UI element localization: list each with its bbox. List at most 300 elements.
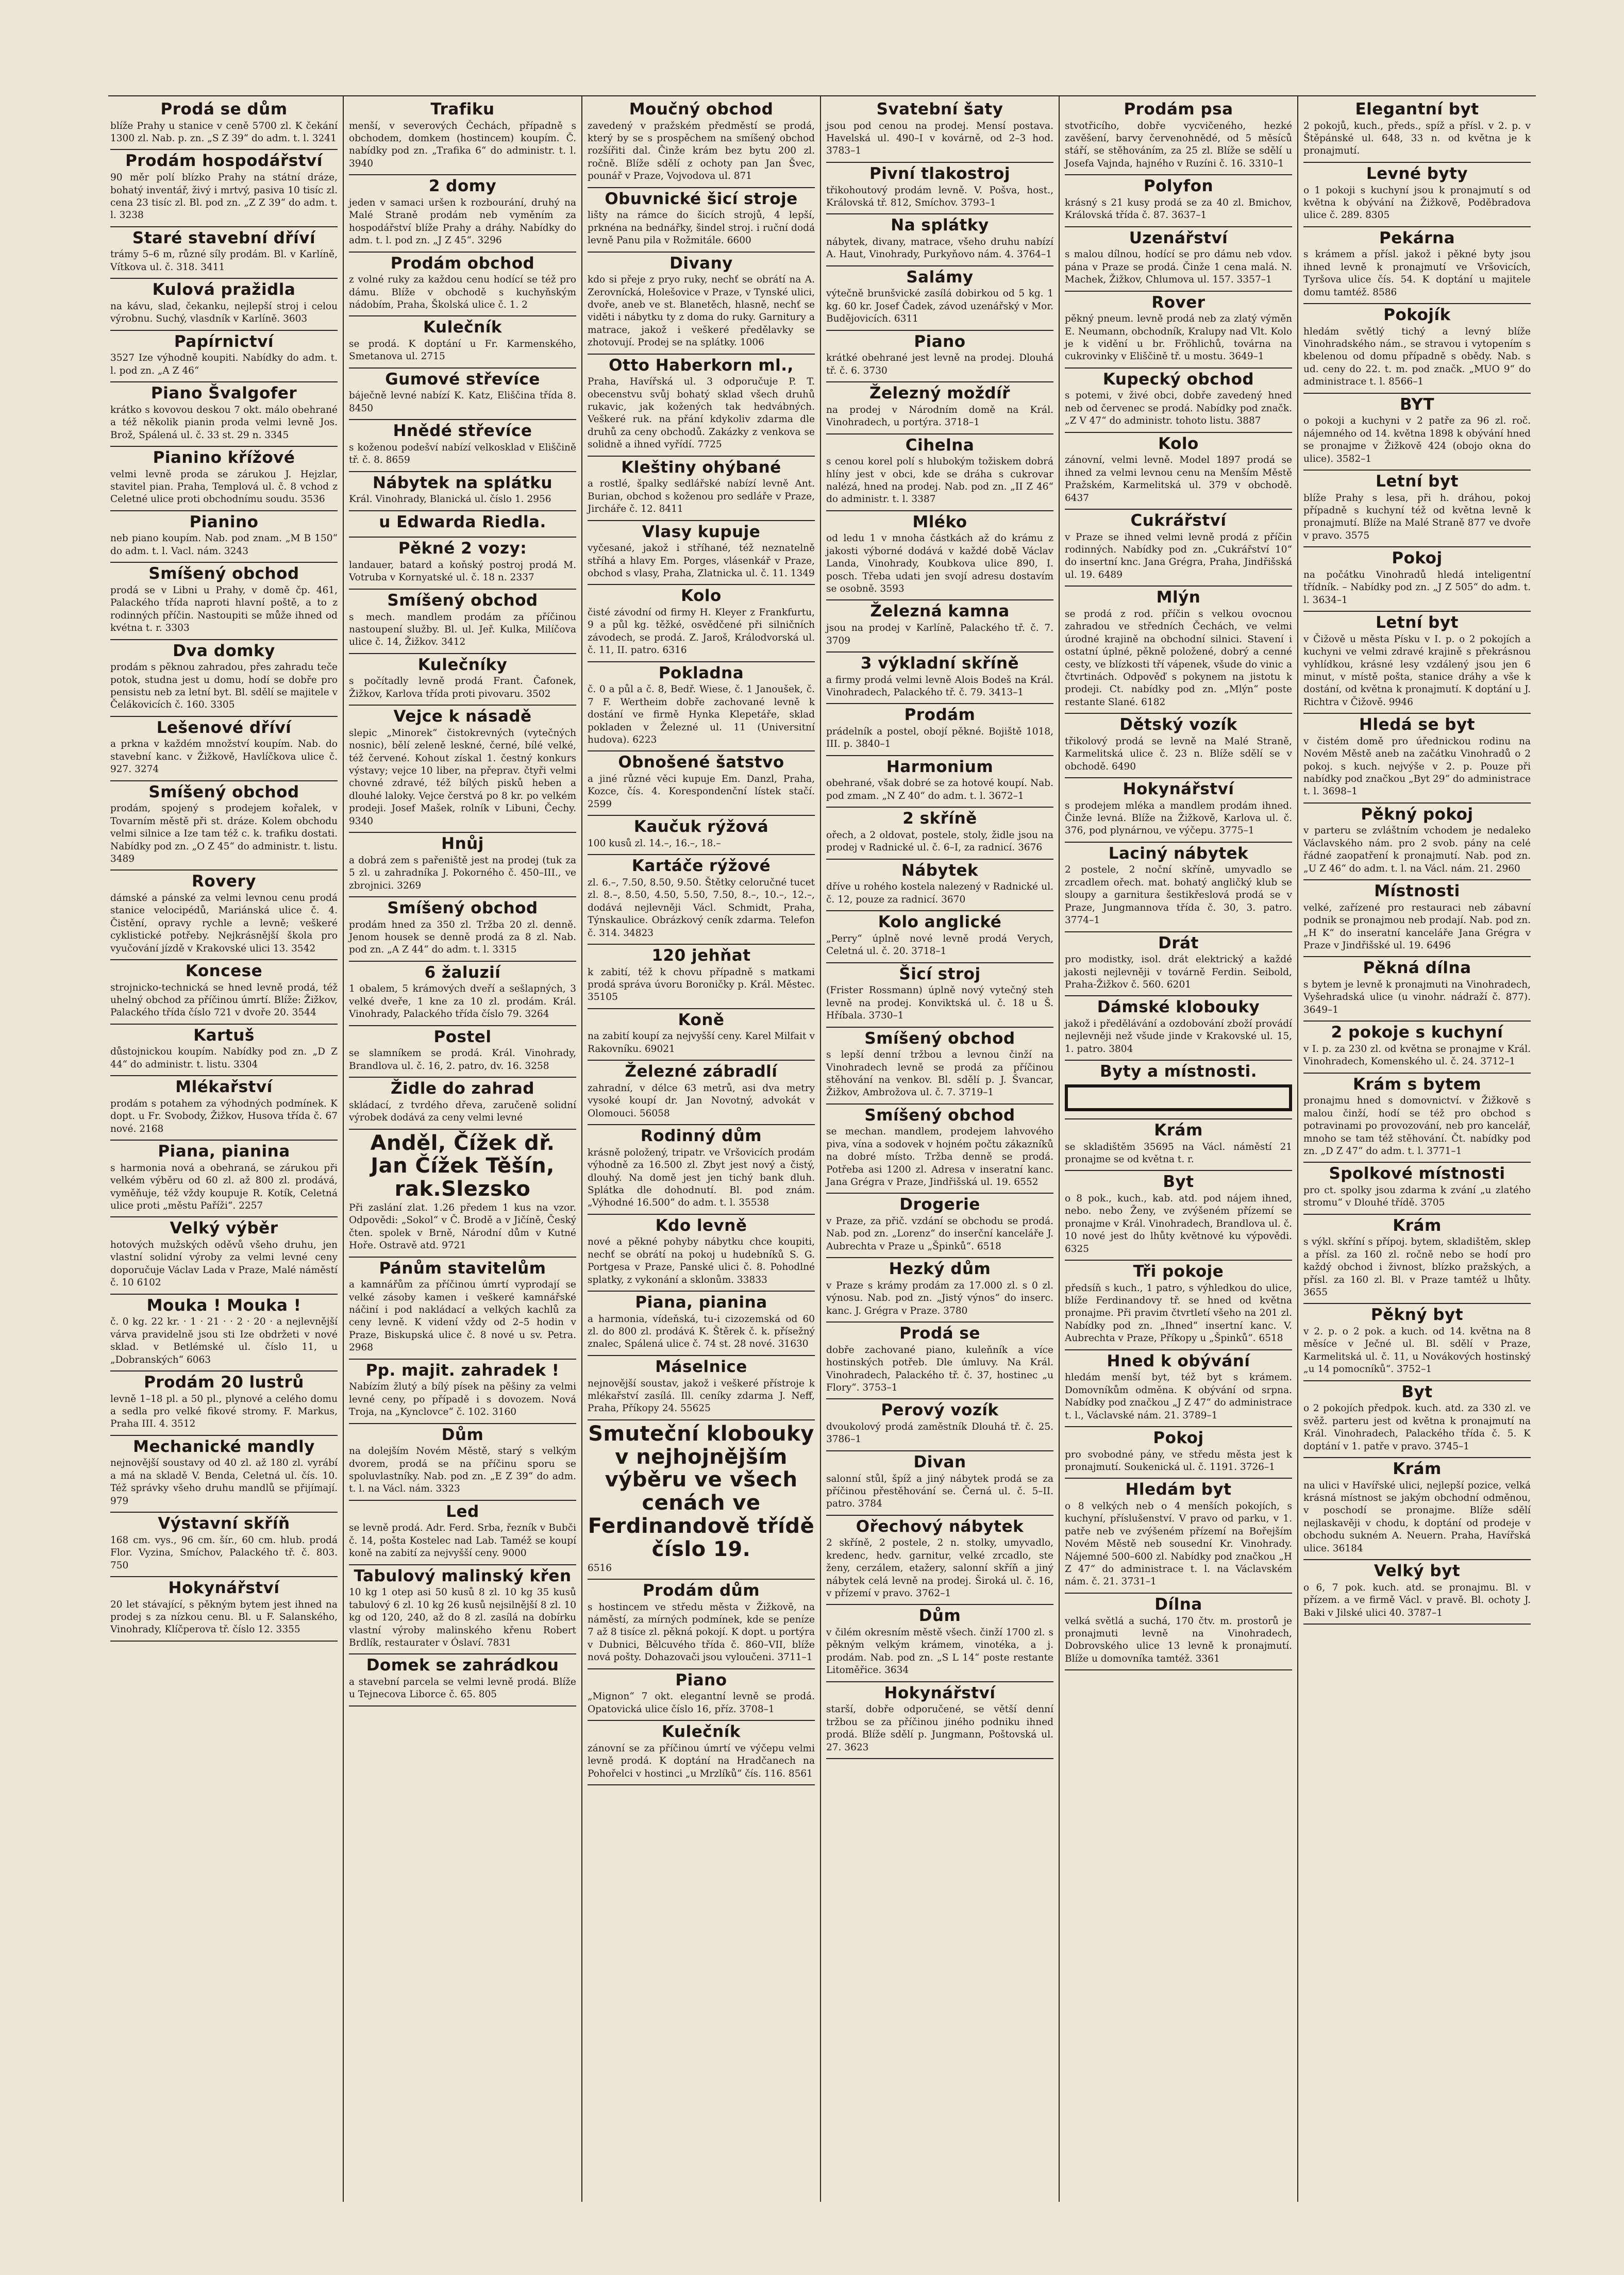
classified-ad [1065, 433, 1292, 510]
ad-heading: Hned k obývání [1107, 1351, 1250, 1370]
ad-heading: Pěkná dílna [1363, 959, 1471, 978]
ad-body: a firmy prodá velmi levně Alois Bodeš na Král. Vinohradech, Palackého tř. č. 79. 3413–1 [826, 674, 1053, 698]
classified-ad [826, 911, 1053, 963]
ad-body: na počátku Vinohradů hledá inteligentní třídník. – Nabídky pod zn. „J Z 505“ do adm. t. l. 3634–1 [1303, 569, 1531, 606]
ad-body: o 8 velkých neb o 4 menších pokojích, s kuchyní, příslušenství. V pravo od parku, v 1. patře neb ve zvýšeném přízemí na Bořejším Novém Městě neb sousední Kr. Vinohrady. Nájemné 500–600 zl. Nabídky pod značkou „H Z 47“ do administrace t. l. na Václavském nám. č. 21. 3731–1 [1065, 1501, 1292, 1587]
classified-ad [588, 751, 815, 816]
classified-ad [349, 175, 576, 252]
ad-heading: Obuvnické šicí stroje [605, 189, 798, 208]
classified-ad [588, 521, 815, 586]
ad-body: Král. Vinohrady, Blanická ul. číslo 1. 2956 [349, 494, 551, 505]
ad-body: 2 pokojů, kuch., předs., spíž a přísl. v 2. p. v Štěpánské ul. 648, 33 n. od května je k pronajmutí. [1303, 120, 1531, 157]
classified-ad [588, 188, 815, 253]
classified-ad [826, 860, 1053, 911]
ad-body: v Praze, za přič. vzdání se obchodu se prodá. Nab. pod zn. „Lorenz“ do inserční kanceláře J. Aubrechta v Praze u „Špinků“. 6518 [826, 1216, 1053, 1252]
ad-body: dobře zachované piano, kuleňník a více hostinských potřeb. Dle úmluvy. Na Král. Vinohradech, Palackého tř. č. 37, hostinec „u Flory“. 3753–1 [826, 1344, 1053, 1394]
classified-ad [349, 1026, 576, 1078]
classified-ad [1065, 932, 1292, 997]
ad-heading: Máselnice [655, 1357, 747, 1376]
ad-body: krásně položený, tripatr. ve Vršovicích prodám výhodně za 16.500 zl. Zbyt jest nový a čistý, dlouhý. Na domě jest jen tichý bank dluh. Splátka dle dohodnutí. Bl. pod znám. „Výhodné 16.500“ do adm. t. l. 35538 [588, 1147, 815, 1209]
classified-ad [1065, 1171, 1292, 1261]
ad-body [1065, 1084, 1292, 1111]
ad-body: prodám s pěknou zahradou, přes zahradu teče potok, studna jest u domu, hodí se dobře pro pensistu neb za letní byt. Bl. sdělí se majitele v Čelákovicích č. 160. 3305 [110, 662, 338, 711]
ad-heading: Pěkný byt [1370, 1306, 1464, 1325]
ad-heading: Smíšený obchod [864, 1029, 1015, 1048]
ad-body: hledám světlý tichý a levný blíže Vinohradského nám., se stravou i vytopením s kbelenou od domu případně s obědy. Nab. s ud. ceny do 22. t. m. pod značk. „MUO 9“ do administrace t. l. 8566–1 [1303, 326, 1531, 388]
ad-heading: Krám [1393, 1216, 1442, 1235]
ad-heading: Kulečník [662, 1722, 741, 1742]
ad-heading: Tabulový malinský křen [354, 1566, 572, 1585]
classified-ad [110, 640, 338, 717]
ad-heading: Kartáče rýžové [631, 857, 771, 876]
ad-heading: Mlýn [1156, 588, 1201, 607]
ad-body: nové a pěkné pohyby nábytku chce koupiti, nechť se obrátí na pokoj u hudebníků S. G. Portgesa v Praze, Panské ulici č. 8. Pohodlné splatky, z vykonání a sklonům. 33833 [588, 1236, 815, 1285]
classified-ad [349, 1424, 576, 1501]
classified-ad [110, 1141, 338, 1217]
ad-heading: Hokynářství [168, 1578, 280, 1597]
ad-heading: Mechanické mandly [133, 1437, 315, 1456]
classified-ad [349, 654, 576, 706]
ad-heading: Kdo levně [655, 1216, 747, 1235]
ad-body: skládací, z tvrdého dřeva, zaručeně solidní výrobek dodává za ceny velmi levné [349, 1099, 576, 1124]
classified-ad [1303, 471, 1531, 547]
classified-ad [1065, 1119, 1292, 1171]
ad-body: na kávu, slad, čekanku, nejlepší stroj i celou výrobnu. Suchý, vlasdník v Karlíně. 3603 [110, 300, 338, 325]
classified-column-1 [108, 96, 343, 2202]
ad-body: se prodá z rod. příčin s velkou ovocnou zahradou ve středních Čechách, ve velmi úrodné krajině na obchodní silnici. Stavení i ostatní úplné, pěkně položené, dobrý a cenné cesty, ve blízkosti tří vápenek, všude do vinic a čtvrtinách. Odpověď s pokynem na jistotu k prodeji. Ct. nabídky pod zn. „Mlýn“ poste restante Slané. 6182 [1065, 608, 1292, 708]
classified-ad [826, 1451, 1053, 1516]
classified-ad [1065, 510, 1292, 587]
classified-ad [110, 1371, 338, 1436]
ad-body: jsou pod cenou na prodej. Mensí postava. Havelská ul. 490–I v kovárně, od 2–3 hod. 3783–1 [826, 120, 1053, 157]
ad-heading: BYT [1399, 395, 1435, 414]
classified-ad [826, 1605, 1053, 1682]
ad-body: slepic „Minorek“ čistokrevných (vytečných nosnic), bělí zeleně leskné, černé, bílé velké, též červené. Kohout získal 1. čestný konkurs výstavy; vejce 10 liber, na přeprav. čtyři velmi chovné zdravé, též bílých pisků heben a dlouhé laloky. Vejce čerstvá po 8 kr. po velkém prodeji. Josef Mašek, rolník v Libuni, Čechy. 9340 [349, 727, 576, 827]
classified-ad [588, 98, 815, 188]
classified-ad [588, 816, 815, 855]
ad-heading: Velký byt [1374, 1562, 1461, 1581]
classified-ad [826, 434, 1053, 511]
ad-heading: Pokoj [1153, 1428, 1204, 1447]
ad-heading: Pianino [189, 512, 259, 531]
classified-ad [1303, 98, 1531, 163]
classified-ad [1303, 1458, 1531, 1560]
ad-body: stvotřicího, dobře vycvičeného, hezké zavěšení, barvy červenohnědé, od 5 měsíců stáří, se stěhováním, za 25 zl. Blíže se sdělí u Josefa Vajnda, hajného v Ruzíni č. 16. 3310–1 [1065, 120, 1292, 169]
ad-body: s potemi, v živé obci, dobře zavedený hned neb od červenec se prodá. Nabídky pod značk. „Z V 47“ do administr. tohoto listu. 3887 [1065, 390, 1292, 427]
classified-ad [588, 945, 815, 1009]
ad-body: starší, dobře odporučené, se větší denní tržbou se za příčinou jiného podniku ihned prodá. Blíže sdělí p. Jungmann, Poštovská ul. 27. 3623 [826, 1704, 1053, 1753]
ad-body: zánovní se za příčinou úmrtí ve výčepu velmi levně prodá. K doptání na Hradčanech na Pohořelci v hostinci „u Mrzlíků“ čís. 116. 8561 [588, 1743, 815, 1779]
ad-body: od ledu 1 v mnoha částkách až do krámu z jakosti výborné dodává v každé době Václav Landa, Vinohrady, Koubkova ulice 890, I. posch. Třeba udati jen svojí adresu dostavím se osobně. 3593 [826, 533, 1053, 595]
ad-body: s lepší denní tržbou a levnou činží na Vinohradech levně se prodá za příčinou stěhování na venkov. Bl. sdělí p. J. Švancar, Žižkov, Ambrožova ul. č. 7. 3719–1 [826, 1049, 1053, 1098]
ad-heading: Drogerie [899, 1195, 980, 1214]
ad-heading: Kulečníky [417, 655, 508, 674]
ad-body: strojnicko-technická se hned levně prodá, též uhelný obchod za příčinou úmrtí. Blíže: Žižkov, Palackého třída číslo 721 v dvoře 20. 3544 [110, 982, 338, 1018]
classified-ad [1065, 843, 1292, 932]
ad-heading: Pekárna [1379, 228, 1455, 247]
ad-heading: 2 pokoje s kuchyní [1331, 1023, 1503, 1042]
ad-body: zl. 6.–, 7.50, 8.50, 9.50. Štětky celoručné tucet zl. 8.–, 8.50, 4.50, 5.50, 7.50, 8.–, 10.–, 12.–, dodává nejlevněji Václ. Schmidt, Praha, Týnskaulice. Obrázkový ceník zdarma. Telefon č. 314. 34823 [588, 877, 815, 939]
ad-body: důstojnickou koupím. Nabídky pod zn. „D Z 44“ do administr. t. listu. 3304 [110, 1046, 338, 1070]
ad-body: 90 měr polí blízko Prahy na státní dráze, bohatý inventář, živý i mrtvý, pasiva 10 tisíc zl. cena 23 tisíc zl. Bl. pod zn. „Z Z 39“ do adm. t. l. 3238 [110, 172, 338, 221]
ad-body: báječně levné nabízí K. Katz, Eliščina třída 8. 8450 [349, 390, 576, 414]
ad-heading: Židle do zahrad [391, 1079, 534, 1098]
classified-ad [110, 1295, 338, 1371]
ad-heading: Krám [1393, 1459, 1442, 1478]
ad-body: 100 kusů zl. 14.–, 16.–, 18.– [588, 838, 721, 849]
ad-heading: Ořechový nábytek [856, 1517, 1024, 1536]
ad-heading: Kaučuk rýžová [633, 817, 769, 837]
classified-ad [826, 600, 1053, 652]
ad-heading: Mléko [912, 512, 967, 531]
ad-body: na dolejším Novém Městě, starý s velkým dvorem, prodá se na příčinu sporu se spoluvlastníky. Nab. pod zn. „E Z 39“ do adm. t. l. na Václ. nám. 3323 [349, 1446, 576, 1495]
ad-heading: 3 výkladní skříně [860, 654, 1019, 673]
ad-body: se levně prodá. Adr. Ferd. Srba, řezník v Bubči č. 14, pošta Kostelec nad Lab. Taméž se koupí koně na zabití za nejvyšší ceny. 9000 [349, 1523, 576, 1559]
ad-body: a harmonia, vídeňská, tu-i cizozemská od 60 zl. do 800 zl. prodává K. Štěrek č. k. přísežný znalec, Spálená ulice č. 74 st. 28 nové. 31630 [588, 1313, 815, 1350]
ad-body: hledám menší byt, též byt s krámem. Domovníkům odměna. K obývání od srpna. Nabídky pod značkou „J Z 47“ do administrace t. l., Václavské nám. 21. 3789–1 [1065, 1372, 1292, 1421]
ad-heading: Pěkné 2 vozy: [398, 539, 527, 558]
ad-body: se slamníkem se prodá. Král. Vinohrady, Brandlova ul. č. 16, 2. patro, dv. 16. 3258 [349, 1048, 576, 1072]
classified-ad [1303, 163, 1531, 227]
classified-ad [1303, 957, 1531, 1022]
ad-body: 168 cm. vys., 96 cm. šír., 60 cm. hlub. prodá Flor. Vyzina, Smíchov, Palackého tř. č. 803. 750 [110, 1534, 338, 1571]
ad-heading: Prodám hospodářství [125, 152, 323, 171]
ad-body: kdo si přeje z pryo ruky, nechť se obrátí na A. Zerovnícká, Holešovice v Praze, v Tynské ulici, dvoře, aneb ve st. Blanetěch, hlasně, nechť se viděti i nábytku ty z doma do ruky. Garnitury a matrace, jakož i veškeré předělavky se zhotovují. Prodej se na splátky. 1006 [588, 274, 815, 348]
ad-heading: Železná kamna [870, 602, 1010, 621]
classified-column-5 [1059, 96, 1297, 2202]
ad-body: a rostlé, špalky sedlářské nabízí levně Ant. Burian, obchod s koženou pro sedláře v Praze, Jircháře č. 12. 8411 [588, 478, 815, 515]
ad-body: 2 skříně, 2 postele, 2 n. stolky, umyvadlo, kredenc, hedv. garnitur, velké zrcadlo, ste ženy, cerzálem, etažery, salonní skříň a jiný nábytek celá levně na prodej. Široká ul. č. 16, v přízemí v pravo. 3762–1 [826, 1537, 1053, 1599]
ad-heading: Hezký dům [889, 1260, 991, 1279]
classified-ad [349, 98, 576, 175]
ad-body: Praha, Havířská ul. 3 odporučuje P. T. obecenstvu svůj bohatý sklad všech druhů rukavic, jak kožených tak hedvábných. Veškeré ruk. na přání kdykoliv zdarma dle druhů za ceny obchodů. Zakázky z venkova se solidně a ihned vyřídí. 7725 [588, 376, 815, 450]
classified-ad [588, 1669, 815, 1721]
classified-ad [588, 1215, 815, 1292]
classified-ad [349, 538, 576, 589]
ad-body: krásný s 21 kusy prodá se za 40 zl. Bmichov, Královská třída č. 87. 3637–1 [1065, 197, 1292, 221]
classified-ad [1065, 98, 1292, 175]
ad-body: prádelník a postel, obojí pěkné. Bojiště 1018, III. p. 3840–1 [826, 726, 1053, 750]
ad-heading: Kolo [681, 587, 722, 606]
ad-heading: Byt [1163, 1173, 1194, 1192]
ad-body: a stavební parcela se velmi levně prodá. Blíže u Tejnecova Liborce č. 65. 805 [349, 1676, 576, 1700]
ad-heading: Železné zábradlí [625, 1062, 778, 1081]
ad-heading: Salámy [906, 267, 974, 287]
ad-body: a kamnářům za příčinou úmrtí vyprodají se velké zásoby kamen i veškeré kamnářské náčiní i pod nakládací a velkých kachlů za ceny levně. K videní vždy od 2–5 hodin v Praze, Biskupská ulice č. 8 nové u sv. Petra. 2968 [349, 1279, 576, 1353]
ad-heading: Kolo anglické [878, 913, 1002, 932]
ad-body: jeden v samaci uršen k rozbourání, druhý na Malé Straně prodám neb vyměním za hospodářství blíže Prahy a dráhy. Nabídky do adm. t. l. pod zn. „J Z 45“. 3296 [349, 197, 576, 246]
classified-ad [826, 1105, 1053, 1194]
classified-ad [110, 447, 338, 511]
classified-ad [826, 1399, 1053, 1451]
ad-heading: Vlasy kupuje [642, 522, 761, 541]
classified-ad [1065, 1594, 1292, 1670]
classified-column-2 [343, 96, 581, 2202]
ad-heading: Krám [1154, 1120, 1203, 1140]
ad-heading: Pp. majit. zahradek ! [365, 1361, 560, 1380]
classified-ad [1065, 1261, 1292, 1350]
classified-ad [110, 1436, 338, 1513]
classified-ad [349, 472, 576, 511]
classified-ad [1065, 778, 1292, 843]
classified-ad [1303, 1381, 1531, 1458]
ad-heading: Tři pokoje [1133, 1262, 1224, 1281]
ad-body: výtečně brunšvické zasílá dobirkou od 5 kg. 1 kg. 60 kr. Josef Čadek, závod uzenářský v Mor. Budějovicích. 6311 [826, 288, 1053, 325]
ad-body: v 2. p. o 2 pok. a kuch. od 14. května na 8 měsíce v Ječné ul. Bl. sdělí v Praze, Karmelitská ul. č. 11, u Novákových hostinský „u 14 pomocníků“. 3752–1 [1303, 1326, 1531, 1375]
ad-body: salonní stůl, špíž a jiný nábytek prodá se za příčinou přestěhování se. Černá ul. č. 5–II. patro. 3784 [826, 1473, 1053, 1510]
ad-body: 1 obalem, 5 krámových dveří a sešlapných, 3 velké dveře, 1 kne za 10 zl. prodám. Král. Vinohrady, Palackého třída číslo 79. 3264 [349, 983, 576, 1020]
classified-ad [349, 369, 576, 420]
ad-body: k zabití, též k chovu případně s matkami prodá správa úvoru Boroničky p. Král. Městec. 35105 [588, 966, 815, 1003]
ad-heading: Divany [669, 254, 733, 273]
ad-heading: Letní byt [1376, 613, 1459, 632]
classified-ad [588, 1356, 815, 1420]
classified-ad [826, 382, 1053, 434]
classified-ad [1303, 714, 1531, 804]
ad-body: pronajmu hned s domovnictví. v Žižkově s malou činží, hodí se též pro obchod s potravinami po provozování, neb pro kancelář, mnoho se tam též stěhování. Čt. nabídky pod zn. „D Z 47“ do adm. t. l. 3771–1 [1303, 1095, 1531, 1157]
ad-heading: Kulová pražidla [152, 280, 296, 299]
classified-ad [826, 511, 1053, 601]
ad-body: o 1 pokoji s kuchyní jsou k pronajmutí s od května k obývání na Žižkově, Poděbradova ulice č. 289. 8305 [1303, 185, 1531, 221]
classified-ad [826, 808, 1053, 859]
ad-heading: Postel [433, 1027, 492, 1046]
classified-ad [826, 331, 1053, 382]
ad-heading: Pokladna [658, 663, 744, 682]
ad-heading: Dílna [1154, 1595, 1202, 1614]
ad-heading: Pianino křížové [153, 448, 295, 467]
classified-ad [1303, 1074, 1531, 1163]
ad-heading: Polyfon [1143, 177, 1214, 196]
ad-heading: Rovery [192, 872, 256, 891]
ad-body: neb piano koupím. Nab. pod znam. „M B 150“ do adm. t. l. Vacl. nám. 3243 [110, 533, 338, 557]
ad-body: v Praze s krámy prodám za 17.000 zl. s 0 zl. výnosu. Nab. pod zn. „Jistý výnos“ do inserc. kanc. J. Grégra v Praze. 3780 [826, 1280, 1053, 1316]
ad-heading: Staré stavební dříví [132, 228, 316, 247]
ad-body: nábytek, divany, matrace, všeho druhu nabízí A. Haut, Vinohrady, Purkyňovo nám. 4. 3764–1 [826, 236, 1053, 260]
ad-heading: Laciný nábytek [1108, 844, 1249, 863]
classified-ad [110, 563, 338, 640]
ad-body: v parteru se zvláštním vchodem je nedaleko Václavského nám. pro 2 svob. pány na celé řádné zaopatření k pronajmutí. Nab. pod zn. „U Z 46“ do adm. t. l. na Václ. nám. 21. 2960 [1303, 825, 1531, 874]
ad-body: prodám, spojený s prodejem kořalek, v Tovarním městě při st. dráze. Kolem obchodu velmi silnice a Ize tam též c. k. trafiku dostati. Nabídky pod zn. „O Z 45“ do administr. t. listu. 3489 [110, 803, 338, 864]
ad-body: zavedený v pražském předměstí se prodá, který by se s prospěchem na smíšený obchod rozšířiti dal. Činže krám bez bytu 200 zl. ročně. Blíže sdělí z ochoty pan Jan Švec, pounář v Praze, Vojvodova ul. 871 [588, 120, 815, 182]
classified-ad [349, 590, 576, 654]
ad-heading: Dva domky [173, 641, 275, 660]
ad-heading: 6 žaluzií [424, 963, 501, 982]
ad-heading: Prodám obchod [390, 254, 535, 273]
classified-ad [1065, 292, 1292, 369]
ad-body: v Čižově u města Písku v I. p. o 2 pokojích a kuchyni ve velmi zdravé krajině s překrásnou vyhlídkou, krásné lesy vzdálený jsou jen 6 minut, v místě pošta, stanice dráhy a vše k dostání, od května k pronajmutí. K doptání u J. Richtra v Čižově. 9946 [1303, 633, 1531, 708]
classified-ad [1065, 996, 1292, 1061]
classified-ad [588, 1292, 815, 1356]
ad-body: pro ct. spolky jsou zdarma k zvání „u zlatého stromu“ v Dlouhé třídě. 3705 [1303, 1184, 1531, 1209]
classified-ad [110, 1577, 338, 1642]
classified-ad [349, 706, 576, 833]
ad-body: s výkl. skříní s přípoj. bytem, skladištěm, sklep a přísl. za 160 zl. ročně nebo se hodí pro každý obchod i živnost, blízko pražských, a přísl. za 160 zl. Bl. v Praze tamtéž u lhůty. 3655 [1303, 1236, 1531, 1298]
classified-ad [826, 1682, 1053, 1759]
classified-ad [349, 962, 576, 1026]
classified-ad [588, 1061, 815, 1125]
ad-heading: Spolkové místnosti [1329, 1164, 1505, 1183]
ad-body: Při zaslání zlat. 1.26 předem 1 kus na vzor. Odpovědi: „Sokol“ v Č. Brodě a v Jičíně, Český čten. spolek v Brně, Národní dům v Kutné Hoře. Ostravě atd. 9721 [349, 1202, 576, 1251]
ad-body: na prodej v Národním domě na Král. Vinohradech, u portýra. 3718–1 [826, 404, 1053, 428]
ad-heading: Cukrářství [1130, 511, 1227, 530]
classified-ad [1303, 880, 1531, 957]
ad-body: v čilém okresním městě všech. činží 1700 zl. s pěkným velkým krámem, vinotéka, a j. prodám. Nab. pod zn. „S L 14“ poste restante Litoměřice. 3634 [826, 1627, 1053, 1676]
ad-heading: Harmonium [886, 757, 994, 776]
ad-body: se mechan. mandlem, prodejem lahvového piva, vína a sodovek v hojném počtu zákazníků na dobré místo. Tržba denně se prodá. Potřeba asi 1200 zl. Adresa v inseratní kanc. Jana Grégra v Praze, Jindřišská ul. 19. 6552 [826, 1126, 1053, 1188]
ad-body: v I. p. za 230 zl. od května se pronajme v Král. Vinohradech, Komenského ul. č. 24. 3712–1 [1303, 1043, 1531, 1067]
ad-heading: Papírnictví [174, 332, 274, 351]
ad-heading: Výstavní skříň [158, 1514, 290, 1533]
ad-body: se skladištěm 35695 na Václ. náměstí 21 pronajme se od května t. r. [1065, 1141, 1292, 1165]
classified-ad [1065, 227, 1292, 292]
ad-body: pěkný pneum. levně prodá neb za zlatý výměn E. Neumann, obchodník, Kralupy nad Vlt. Kolo je k vidění u br. Fröhlichů, továrna na cukrovinky v Eliščině tř. u mostu. 3649–1 [1065, 313, 1292, 362]
classified-ad [1303, 1560, 1531, 1625]
ad-body: 2 postele, 2 noční skříně, umyvadlo se zrcadlem ořech. mat. bohatý angličký klub se sloupy a garnitura šestikřeslová prodá se v Praze, Jungmannova třída č. 30, 3. patro. 3774–1 [1065, 864, 1292, 926]
ad-body: prodá se v Libni u Prahy, v domě čp. 461, Palackého třída naproti hlavní poště, a to z rodinných příčin. Nastoupiti se může ihned od kvétna t. r. 3303 [110, 584, 338, 634]
ad-body: o 6, 7 pok. kuch. atd. se pronajmu. Bl. v přízem. a ve firmě Václ. v pravě. Bl. ochoty J. Baki v Jilské ulici 40. 3787–1 [1303, 1582, 1531, 1618]
ad-body: velké, zařízené pro restauraci neb zábavní podnik se pronajmou neb prodají. Nab. pod zn. „H K“ do inseratní kanceláře Jana Grégra v Praze v Jindřišské ul. 19. 6496 [1303, 902, 1531, 951]
ad-body: s mech. mandlem prodám za příčinou nastoupení služby. Bl. ul. Jeř. Kulka, Milíčova ulice č. 14, Žižkov. 3412 [349, 611, 576, 648]
classified-ad [588, 355, 815, 457]
ad-heading: Nábytek na splátku [373, 473, 553, 492]
classified-ad [826, 214, 1053, 266]
ad-body: čisté závodní od firmy H. Kleyer z Frankfurtu, 9 a půl kg. těžké, osvědčené při silničních závodech, se prodá. Z. Jaroš, Králodvorská ul. č. 11, II. patro. 6316 [588, 607, 815, 656]
ad-heading: Prodám dům [642, 1581, 760, 1600]
classified-ad [588, 1125, 815, 1215]
ad-body: s krámem a přísl. jakož i pěkné byty jsou ihned levně k pronajmutí ve Vršovicích, Tyršova ulice čís. 54. K doptání u majitele domu tamtéž. 8586 [1303, 249, 1531, 298]
ad-body: a dobrá zem s pařeniště jest na prodej (tuk za 5 zl. u zahradníka J. Pokorného č. 450–III., ve zbrojnici. 3269 [349, 855, 576, 891]
ad-heading: u Edwarda Riedla. [379, 512, 546, 531]
classified-ad [349, 833, 576, 897]
classified-ad [349, 1501, 576, 1565]
ad-body: třikohoutový prodám levně. V. Pošva, host., Královská tř. 812, Smíchov. 3793–1 [826, 185, 1053, 208]
ad-heading: Smíšený obchod [864, 1106, 1015, 1125]
ad-body: dámské a pánské za velmi levnou cenu prodá stanice velocipédů, Mariánská ulice č. 4. Čistění, opravy rychle a levně; veškeré cyklistické potřeby. Nejkrásnější škola pro vyučování jízdě v Krakovské ulici 13. 3542 [110, 892, 338, 954]
ad-body: hotových mužských oděvů všeho druhu, jen vlastní solidní výroby za velmi levné ceny doporučuje Václav Lada v Praze, Malé náměstí č. 10 6102 [110, 1240, 338, 1289]
classified-ad [110, 1076, 338, 1141]
ad-body: na zabití koupí za nejvyšší ceny. Karel Milfait v Rakovníku. 69021 [588, 1031, 815, 1055]
classified-ad [110, 382, 338, 447]
ad-heading: Nábytek [901, 861, 979, 880]
ad-body: blíže Prahy u stanice v ceně 5700 zl. K čekání 1300 zl. Nab. p. zn. „S Z 39“ do adm. t. l. 3241 [110, 120, 338, 144]
classified-ad [1065, 1479, 1292, 1593]
ad-heading: Prodá se dům [160, 100, 288, 119]
ad-heading: Pokojík [1383, 305, 1451, 324]
ad-body: o pokoji a kuchyni v 2 patře za 96 zl. roč. nájemného od 14. května 1898 k obývání hned se pronajme v Žižkově 424 (obojo okna do ulice). 3582–1 [1303, 415, 1531, 464]
classified-ad [1303, 1022, 1531, 1073]
classified-ad [826, 1194, 1053, 1258]
ad-heading: Piana, pianina [635, 1293, 767, 1312]
ad-body: jakož i předělávání a ozdobování zboží provádí nejlevněji než všude jinde v Krakovské ul. 15, 1. patro. 3804 [1065, 1018, 1292, 1055]
ad-body: a jiné různé věci kupuje Em. Danzl, Praha, Kozce, čís. 4. Korespondenční lístek stačí. 2599 [588, 773, 815, 810]
ad-heading: Rover [1151, 293, 1206, 312]
ad-heading: Piano [675, 1670, 727, 1689]
ad-heading: Gumové střevíce [385, 370, 540, 389]
ad-heading: Prodám psa [1124, 100, 1233, 119]
ad-heading: Pánům stavitelům [379, 1259, 546, 1278]
ad-body: o 2 pokojích předpok. kuch. atd. za 330 zl. ve svěž. parteru jest od května k pronajmutí na Král. Vinohradech, Palackého třída č. 5. K doptání v 1. patře v pravo. 3745–1 [1303, 1403, 1531, 1452]
classified-ad [110, 871, 338, 960]
ad-body: obehrané, však dobré se za hotové koupí. Nab. pod zmam. „N Z 40“ do adm. t. l. 3672–1 [826, 778, 1053, 801]
ad-heading: Piana, pianina [158, 1142, 290, 1161]
ad-heading: Trafiku [430, 100, 495, 119]
ad-body: krátké obehrané jest levně na prodej. Dlouhá tř. č. 6. 3730 [826, 353, 1053, 376]
ad-body: trámy 5–6 m, různé síly prodám. Bl. v Karlíně, Vítkova ul. č. 318. 3411 [110, 249, 338, 273]
ad-heading: Železný moždíř [869, 384, 1010, 403]
ad-heading: Hledám byt [1125, 1480, 1232, 1499]
ad-heading: Otto Haberkorn ml., [609, 356, 794, 375]
ad-body: jsou na prodej v Karlíně, Palackého tř. č. 7. 3709 [826, 623, 1053, 646]
classified-ad [588, 457, 815, 521]
ad-heading: Hnědé střevíce [393, 422, 532, 441]
classified-ad [588, 662, 815, 752]
ad-heading: Hledá se byt [1359, 715, 1475, 734]
ad-body: v Praze se ihned velmi levně prodá z příčin rodinných. Nabídky pod zn. „Cukrářství 10“ do insertní knc. Jana Grégra, Praha, Jindřišská ul. 19. 6489 [1065, 531, 1292, 580]
classified-ad [110, 717, 338, 781]
ad-heading: Vejce k násadě [393, 707, 532, 726]
ad-body: landauer, batard a koňský postroj prodá M. Votruba v Kornyatské ul. č. 18 n. 2337 [349, 560, 576, 583]
classified-ad [826, 1258, 1053, 1323]
ad-heading: Hokynářství [884, 1683, 996, 1702]
ad-body: 20 let stávající, s pěkným bytem jest ihned na prodej s za nízkou cenu. Bl. u F. Salanského, Vinohrady, Klíčperova tř. číslo 12. 3355 [110, 1599, 338, 1635]
ad-heading: Dům [441, 1425, 484, 1444]
ad-heading: Velký výběr [170, 1219, 278, 1238]
classified-ad [826, 653, 1053, 704]
ad-body: s počítadly levně prodá Frant. Čafonek, Žižkov, Karlova třída proti pivovaru. 3502 [349, 676, 576, 699]
ad-heading: Pivní tlakostroj [869, 164, 1010, 183]
classified-ad [826, 1028, 1053, 1105]
ad-heading: 120 jehňat [651, 946, 751, 965]
ad-heading: Místnosti [1374, 882, 1460, 901]
ad-heading: Koně [678, 1010, 725, 1029]
classified-ad [1303, 1304, 1531, 1381]
ad-body: na ulici v Havířské ulici, nejlepší pozice, velká krásná místnost se jakým obchodní odměnou, v poschodí se pronajme. Blíže sdělí nejlaskavěji v chodu, k doptání od prodeje v obchodu sukném A. Neuern. Praha, Havířská ulice. 36184 [1303, 1480, 1531, 1554]
classified-ad [1303, 394, 1531, 471]
classified-ad [1303, 1215, 1531, 1304]
classified-ad [826, 756, 1053, 808]
ad-body: dříve u rohého kostela nalezený v Radnické ul. č. 12, pouze za radnicí. 3670 [826, 881, 1053, 905]
ad-heading: Hnůj [441, 834, 484, 854]
ad-body: 10 kg 1 otep asi 50 kusů 8 zl. 10 kg 35 kusů tabulový 6 zl. 10 kg 26 kusů nejsilnější 8 zl. 10 kg od 120, 240, až do 8 zl. zasílá na dobírku vlastní výroby malinského křenu Robert Brdlík, restaurater v Óslaví. 7831 [349, 1587, 576, 1648]
ad-body: s harmonia nová a obehraná, se zárukou při velkém výběru od 60 zl. až 800 zl. prodává, vyměňuje, též vždy koupuje R. Kotík, Celetná ulice proti „městu Paříži“. 2257 [110, 1162, 338, 1212]
ad-heading: 2 domy [428, 177, 497, 196]
classified-ad [588, 1420, 815, 1580]
ad-body: zahradní, v délce 63 metrů, asi dva metry vysoké koupí dr. Jan Novotný, advokát v Olomouci. 56058 [588, 1082, 815, 1119]
ad-body: dvoukolový prodá zaměstník Dlouhá tř. č. 25. 3786–1 [826, 1421, 1053, 1445]
ad-body: lišty na rámce do šicích strojů, 4 lepší, prknéna na bednářky, šindel stroj. i ruční dodá levně Panu pila v Rožmitále. 6600 [588, 210, 815, 246]
classified-ad [110, 960, 338, 1025]
ad-body: o 8 pok., kuch., kab. atd. pod nájem ihned, nebo. nebo Ženy, ve zvýšeném přízemí se pronajme v Král. Vinohradech, Brandlova ul. č. 10 nové jest do lhůty květnové ku výpovědi. 6325 [1065, 1193, 1292, 1254]
ad-heading: Kartuš [193, 1026, 255, 1045]
ad-heading: Byt [1401, 1382, 1433, 1401]
ad-heading: Obnošené šatstvo [618, 753, 784, 772]
ad-body: pro modistky, isol. drát elektrický a každé jakosti nejlevněji v továrně Ferdin. Seibold, Praha-Žižkov č. 560. 6201 [1065, 954, 1292, 990]
ad-body: nejnovější soustav, jakož i veškeré přístroje k mlékařství zasílá. Ill. ceníky zdarma J. Neff, Praha, Příkopy 24. 55625 [588, 1378, 815, 1414]
ad-body: se prodá. K doptání u Fr. Karmenského, Smetanova ul. 2715 [349, 339, 576, 362]
ad-body: č. 0 kg. 22 kr. · 1 · 21 · · 2 · 20 · a nejlevnější várva pravidelně jsou sti Ize obdržeti v nové sklad. v Betlémské ul. číslo 11, u „Dobranských“ 6063 [110, 1316, 338, 1365]
ad-body: s bytem je levně k pronajmuti na Vinohradech, Vyšehradská ulice (u vinohr. nádraží č. 877). 3649–1 [1303, 979, 1531, 1015]
classified-ad [588, 1721, 815, 1785]
ad-heading: Na splátky [891, 216, 989, 235]
ad-heading: Smíšený obchod [148, 782, 299, 801]
ad-heading: Cihelna [905, 436, 975, 455]
classified-ad [349, 1654, 576, 1706]
ad-heading: Domek se zahrádkou [366, 1656, 559, 1675]
ad-heading: 2 skříně [902, 809, 977, 828]
ad-body: nejnovější soustavy od 40 zl. až 180 zl. vyrábí a má na skladě V. Benda, Celetná ul. čís. 10. Též správky všeho druhu mandlů se přijímají. 979 [110, 1458, 338, 1507]
classified-ad [1065, 175, 1292, 227]
ad-body: blíže Prahy s lesa, při h. dráhou, pokoj případně s kuchyní též od května levně k pronajmutí. Blíže na Malé Straně 877 ve dvoře v pravo. 3575 [1303, 492, 1531, 541]
